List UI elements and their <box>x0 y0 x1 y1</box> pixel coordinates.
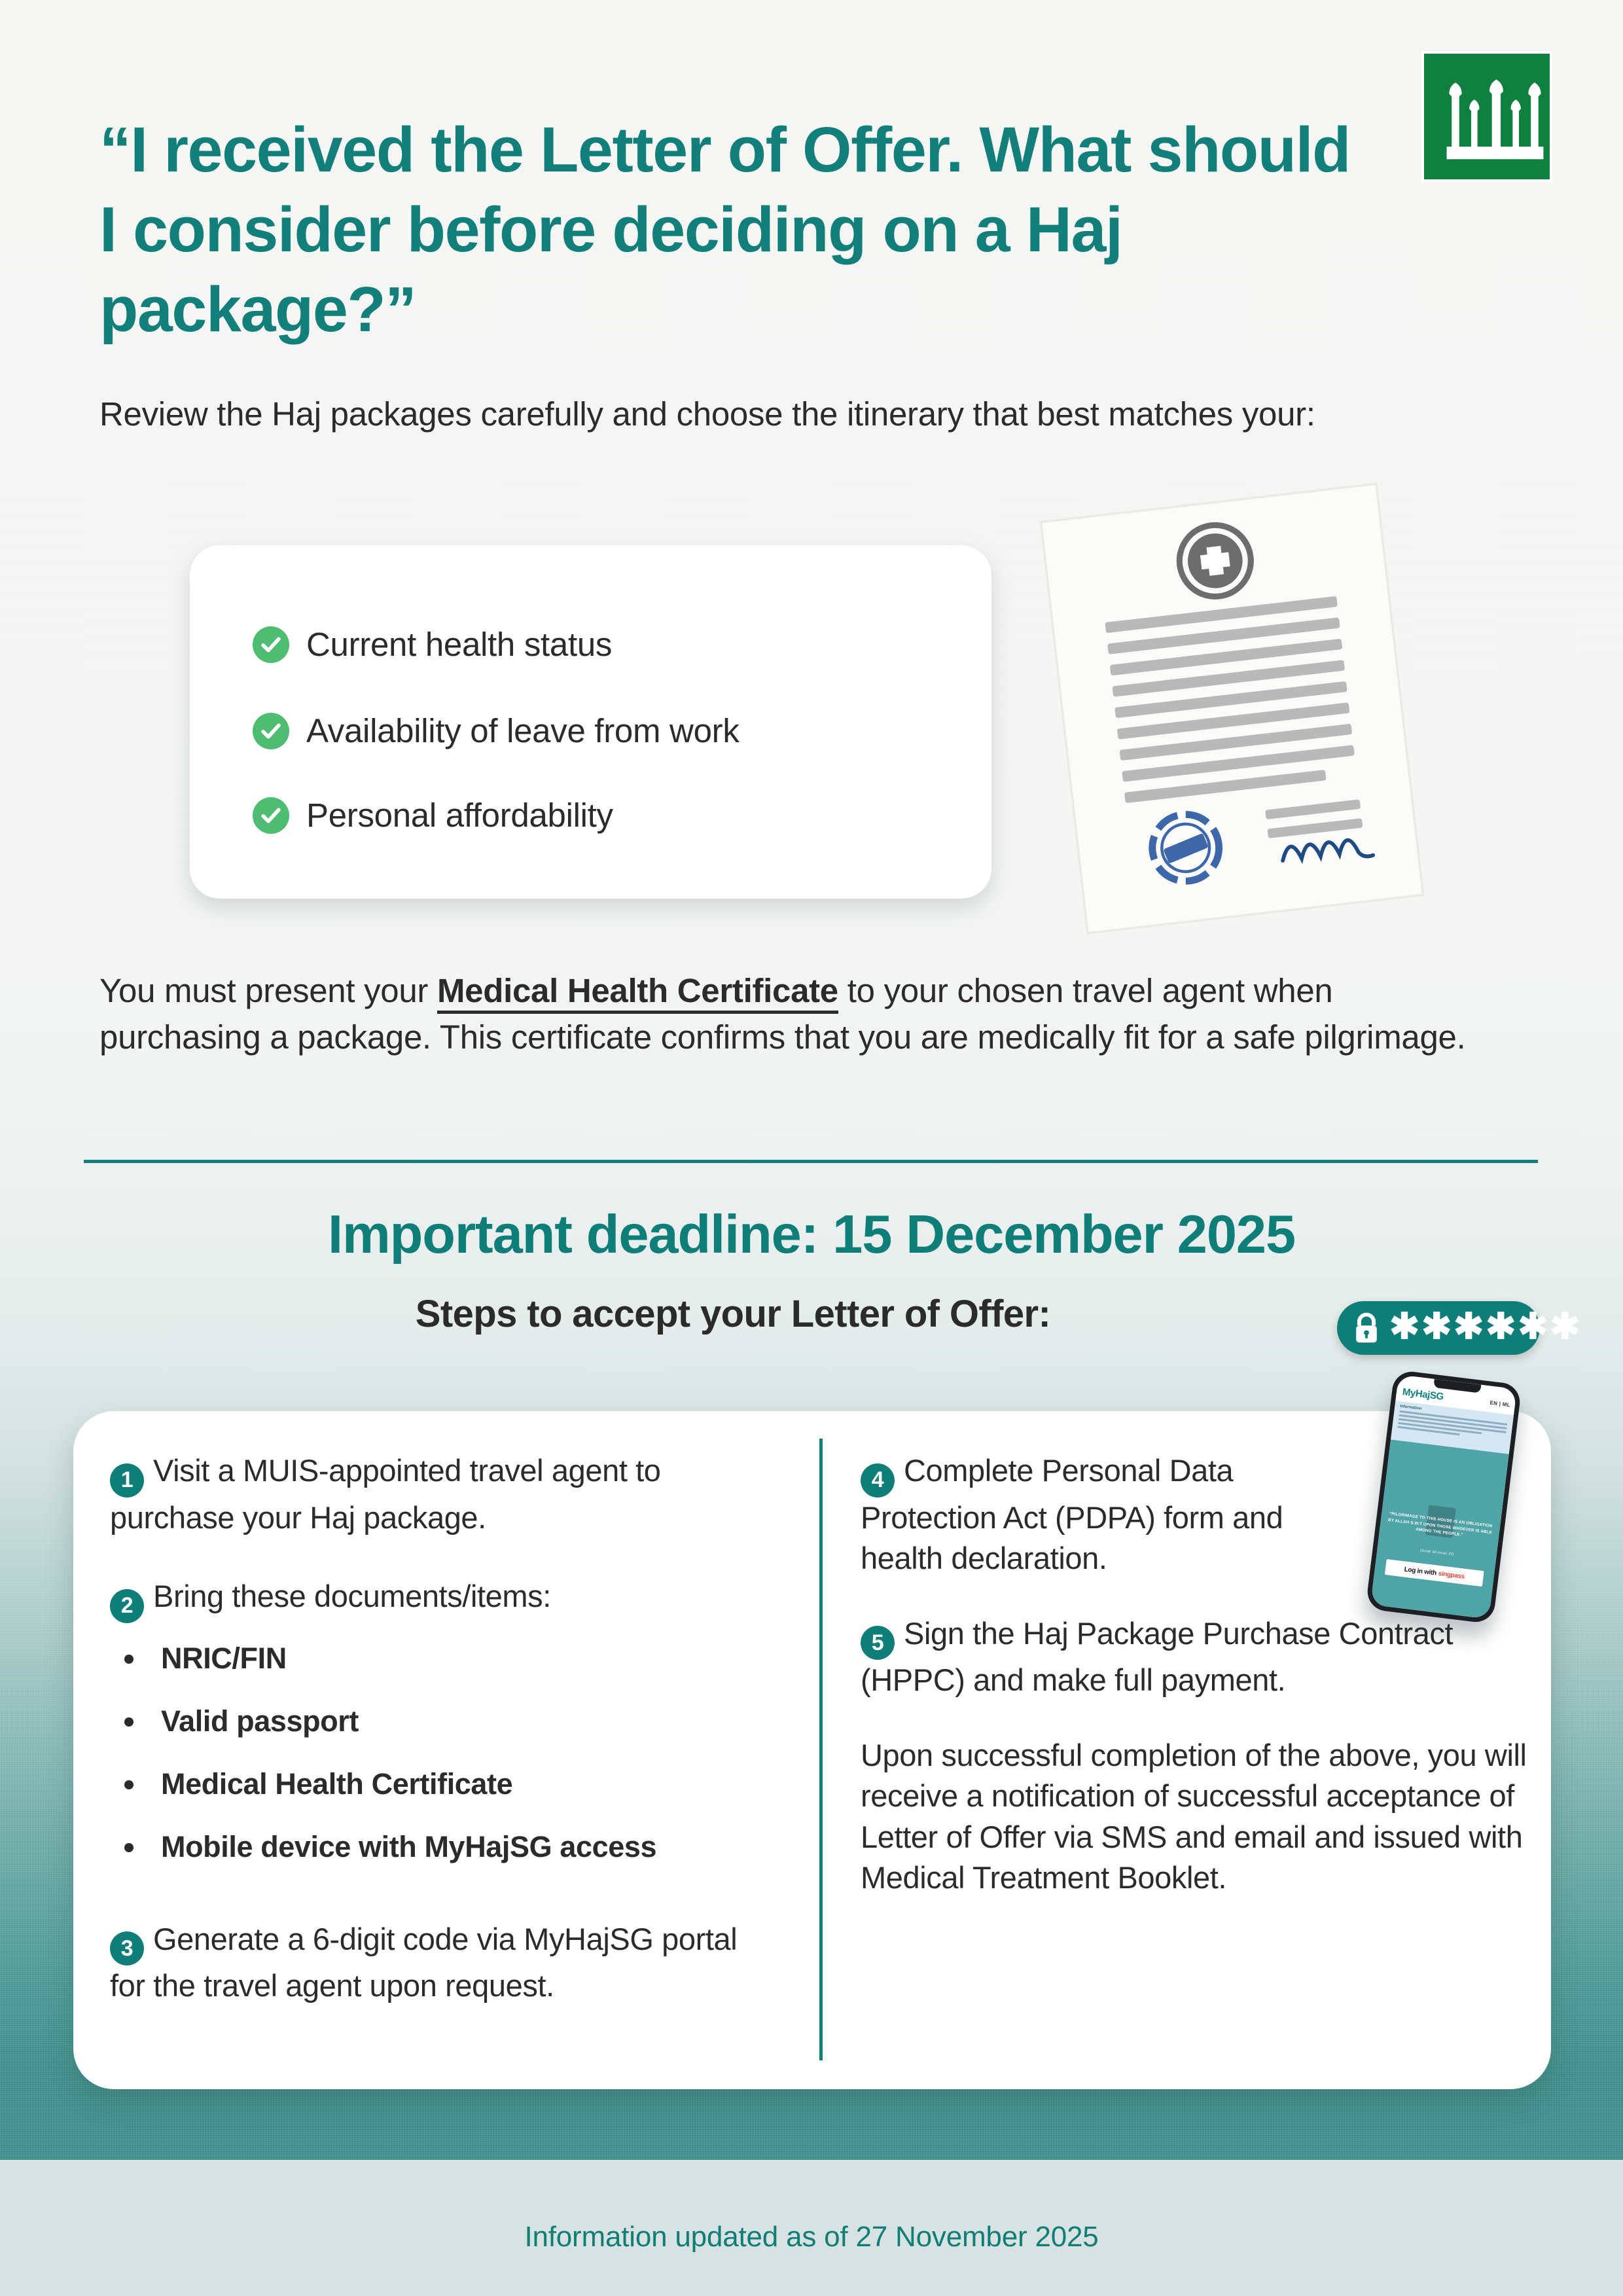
step-5 <box>861 1613 1528 1701</box>
step-3-text: Generate a 6-digit code via MyHajSG portal for the travel agent upon request. <box>110 1921 738 2003</box>
step-number-badge: 4 <box>861 1463 895 1498</box>
closing-paragraph: Upon successful completion of the above, you will receive a notification of successful acceptance of Letter of Offer via SMS and email and issued with Medical Treatment Booklet. <box>861 1737 1527 1895</box>
password-pill-badge <box>1337 1301 1582 1355</box>
para-emphasis: Medical Health Certificate <box>437 972 838 1014</box>
checklist-item <box>253 796 613 834</box>
phone-screen <box>1370 1374 1517 1619</box>
list-item: NRIC/FIN <box>110 1641 777 1676</box>
spacer <box>110 1538 777 1576</box>
lock-icon <box>1351 1311 1382 1345</box>
list-item: Valid passport <box>110 1704 777 1738</box>
check-circle-icon <box>253 713 289 749</box>
quote-source: (Surah 'Ali Imran: 97) <box>1419 1549 1454 1557</box>
step-number-badge: 3 <box>110 1931 144 1965</box>
steps-left-column <box>110 1450 777 2007</box>
certificate-paragraph <box>99 967 1487 1061</box>
checklist-item-label: Availability of leave from work <box>306 712 740 749</box>
checklist-item <box>253 711 740 750</box>
footer-updated-text: Information updated as of 27 November 2025 <box>524 2221 1099 2253</box>
considerations-card <box>190 545 991 899</box>
step-number-badge: 1 <box>110 1463 144 1498</box>
column-divider <box>819 1439 823 2060</box>
singpass-login-button[interactable] <box>1385 1559 1484 1587</box>
intro-paragraph: Review the Haj packages carefully and choose the itinerary that best matches your: <box>99 395 1315 433</box>
quote-text: "PILGRIMAGE TO THIS HOUSE IS AN OBLIGATION BY ALLAH S.W.T UPON THOSE WHOEVER IS ABLE AMONG THE PEOPLE." <box>1387 1511 1493 1538</box>
step-3 <box>110 1919 777 2007</box>
checklist-item-label: Current health status <box>306 626 613 663</box>
check-circle-icon <box>253 626 289 663</box>
medical-certificate-illustration <box>1031 475 1434 941</box>
steps-subheading: Steps to accept your Letter of Offer: <box>415 1293 1051 1335</box>
login-button-prefix: Log in with <box>1404 1566 1437 1577</box>
checklist-item <box>253 625 612 664</box>
step-1 <box>110 1450 777 1538</box>
language-toggle[interactable]: EN | ML <box>1489 1399 1511 1408</box>
step-2 <box>110 1576 777 1623</box>
page-title: “I received the Letter of Offer. What should I consider before deciding on a Haj package?” <box>99 114 1351 346</box>
spacer <box>861 1701 1528 1735</box>
step-number-badge: 5 <box>861 1626 895 1660</box>
documents-list <box>110 1641 777 1864</box>
step-4 <box>861 1450 1358 1579</box>
step-1-text: Visit a MUIS-appointed travel agent to purchase your Haj package. <box>110 1453 661 1535</box>
notice-title: Information <box>1399 1404 1422 1411</box>
deadline-heading: Important deadline: 15 December 2025 <box>327 1204 1296 1265</box>
para-after: to your chosen travel agent when purchasing a package. This certificate confirms that you are medically fit for a safe pilgrimage. <box>99 972 1466 1056</box>
step-4-text: Complete Personal Data Protection Act (PDPA) form and health declaration. <box>861 1453 1283 1576</box>
spacer <box>110 1893 777 1919</box>
muis-logo <box>1421 51 1552 182</box>
para-before: You must present your <box>99 972 437 1009</box>
masked-password-text: ✱✱✱✱✱✱ <box>1389 1305 1582 1346</box>
step-number-badge: 2 <box>110 1589 144 1623</box>
app-hero <box>1370 1439 1509 1619</box>
check-circle-icon <box>253 797 289 834</box>
list-item: Mobile device with MyHajSG access <box>110 1830 777 1864</box>
step-2-text: Bring these documents/items: <box>153 1579 551 1614</box>
app-name-label: MyHajSG <box>1402 1386 1444 1403</box>
section-divider <box>84 1160 1538 1163</box>
step-5-text: Sign the Haj Package Purchase Contract (HPPC) and make full payment. <box>861 1615 1454 1698</box>
checklist-item-label: Personal affordability <box>306 797 613 834</box>
singpass-brand-label: singpass <box>1438 1570 1465 1581</box>
list-item: Medical Health Certificate <box>110 1767 777 1801</box>
